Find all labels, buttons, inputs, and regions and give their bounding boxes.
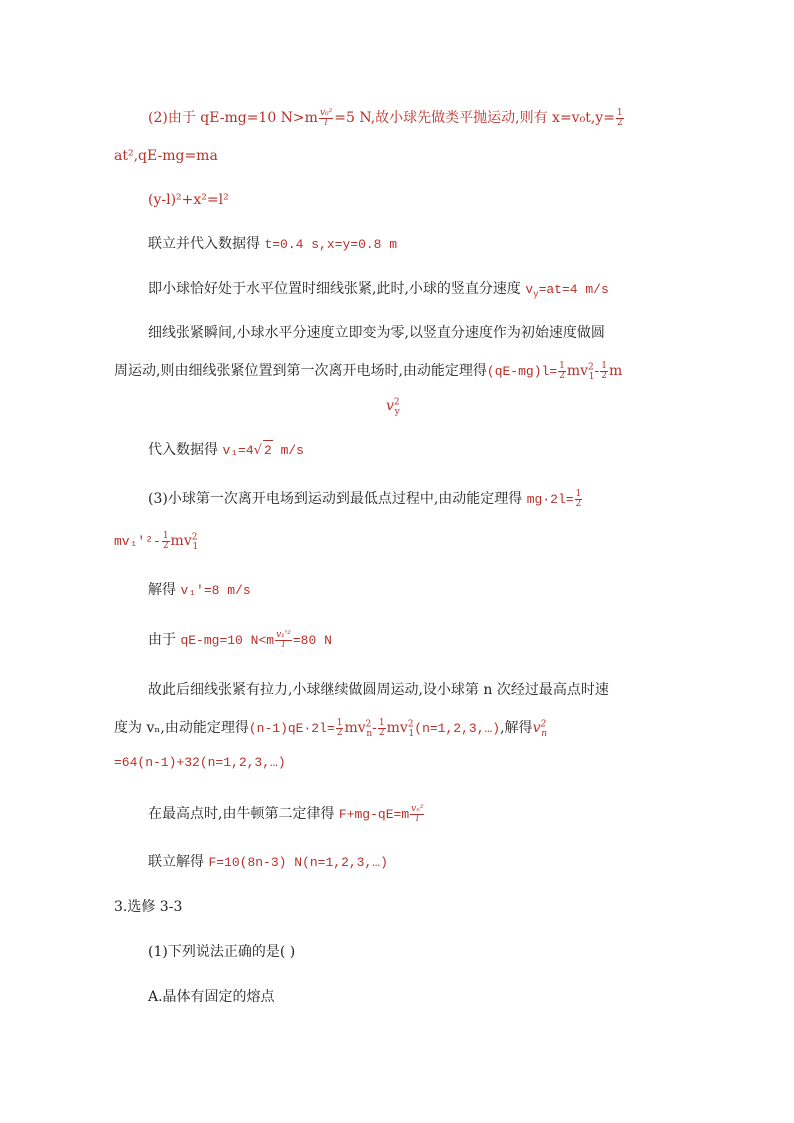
- line7-rhs: $\frac{1}{2}$ $mv^2_1-$ $\frac{1}{2}$ m: [559, 360, 623, 382]
- line2-text: at²,qE-mg=ma: [114, 148, 218, 164]
- line12-text-a: 解得: [148, 582, 181, 598]
- solution-line-13: [148, 630, 332, 651]
- solution-line-8: $v^2_y$: [386, 397, 400, 417]
- fraction-one-half-3: $\frac{1}{2}$: [162, 530, 169, 551]
- solution-line-6: [148, 323, 605, 343]
- solution-line-14: [148, 680, 609, 700]
- line7-equation-lhs: (qE-mg)l=: [486, 364, 558, 379]
- line6-text: 细线张紧瞬间,小球水平分速度立即变为零,以竖直分速度作为初始速度做圆: [148, 325, 605, 341]
- line15-text-f: ,解得: [500, 720, 533, 736]
- line13-equation: qE-mg=10 N<m: [180, 633, 275, 648]
- solution-line-7: [114, 361, 622, 382]
- line18-result: F=10(8n-3) N(n=1,2,3,…): [208, 855, 388, 870]
- line13-result: =80 N: [292, 633, 332, 648]
- solution-line-9: [148, 440, 304, 461]
- line16-text: =64(n-1)+32(n=1,2,3,…): [114, 755, 286, 770]
- line17-text-a: 在最高点时,由牛顿第二定律得: [148, 806, 339, 822]
- solution-line-11: mv₁'²- $\frac{1}{2}$ $mv^2_1$: [114, 530, 199, 552]
- vn-squared: $v^2_n$: [532, 719, 548, 739]
- vy-symbol: $v_y=at=4$ m/s: [525, 282, 609, 300]
- line11-text-b: mv: [170, 533, 192, 549]
- line17-equation: F+mg-qE=m: [338, 807, 410, 822]
- line9-value: v₁=4√ 2 m/s: [222, 443, 304, 458]
- line15-rhs: $\frac{1}{2}$ $mv^2_n-$ $\frac{1}{2}$ $mv^2_1(n=1,2,3,\dots)$: [336, 717, 501, 739]
- solution-line-1: [148, 108, 625, 128]
- vy-squared: v: [386, 398, 394, 414]
- line3-text: (y-l)²+x²=l²: [148, 192, 229, 208]
- line15-lhs: (n-1)qE·2l=: [248, 721, 335, 736]
- line12-value: v₁'=8 m/s: [180, 583, 251, 598]
- line10-equation: mg·2l=: [526, 492, 574, 507]
- solution-line-15: [114, 718, 547, 739]
- line9-text-a: 代入数据得: [148, 442, 223, 458]
- line4-text-a: 联立并代入数据得: [148, 236, 265, 252]
- question-stem-text: (1)下列说法正确的是( ): [148, 944, 296, 960]
- solution-line-16: [114, 752, 286, 773]
- fraction-one-half: $\frac{1}{2}$: [616, 107, 623, 128]
- solution-line-4: [148, 234, 397, 255]
- line4-values: t=0.4 s,x=y=0.8 m: [264, 237, 398, 252]
- line1-text-b: =5 N,故小球先做类平抛运动,则有 x=v₀t,y=: [334, 110, 615, 126]
- line1-text-a: (2)由于 qE-mg=10 N>m: [148, 110, 318, 126]
- option-a-text: A.晶体有固定的熔点: [148, 989, 275, 1005]
- solution-line-2: [114, 146, 218, 166]
- solution-line-10: [148, 489, 583, 510]
- solution-line-5: [148, 279, 609, 300]
- line11-text-a: mv₁'²-: [114, 534, 161, 549]
- solution-line-3: [148, 190, 229, 210]
- solution-line-18: [148, 852, 388, 873]
- line13-text-a: 由于: [148, 632, 181, 648]
- fraction-v0sq-over-l: $\frac{\text{v₀²}}{l}$: [319, 107, 333, 128]
- section-heading-text: 3.选修 3-3: [114, 899, 183, 915]
- line7-text-a: 周运动,则由细线张紧位置到第一次离开电场时,由动能定理得: [114, 363, 487, 379]
- line15-text-a: 度为 vₙ,由动能定理得: [114, 720, 249, 736]
- fraction-v1prime-sq-over-l: $\frac{\text{v₁'²}}{l}$: [276, 629, 291, 650]
- line5-text-a: 即小球恰好处于水平位置时细线张紧,此时,小球的竖直分速度: [148, 281, 526, 297]
- section-heading: [114, 897, 182, 917]
- line10-text-a: (3)小球第一次离开电场到运动到最低点过程中,由动能定理得: [148, 491, 527, 507]
- question-stem: [148, 942, 295, 962]
- solution-line-12: [148, 580, 251, 601]
- fraction-one-half-2: $\frac{1}{2}$: [575, 488, 582, 509]
- line14-text: 故此后细线张紧有拉力,小球继续做圆周运动,设小球第 n 次经过最高点时速: [148, 682, 609, 698]
- fraction-vn-sq-over-l: $\frac{\text{vₙ²}}{l}$: [411, 803, 424, 824]
- solution-line-17: [148, 804, 425, 825]
- line18-text-a: 联立解得: [148, 854, 209, 870]
- option-a: [148, 987, 275, 1007]
